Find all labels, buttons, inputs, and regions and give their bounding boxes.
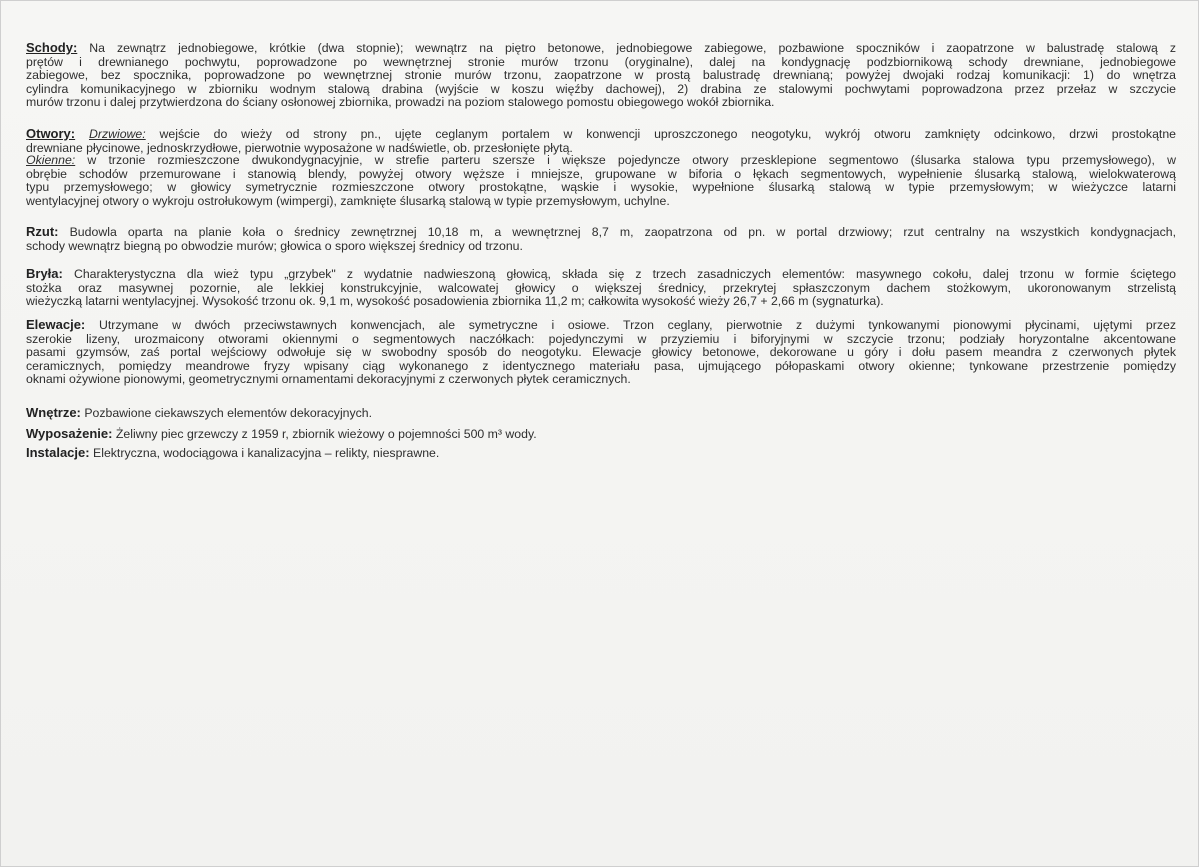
- text-line: Charakterystyczna dla wież typu „grzybek" z wydatnie nadwieszoną głowicą, składa się z trzech zasadniczych elementów: masywnego cokołu, dalej trzonu w formie ściętego: [73, 267, 1176, 281]
- section-label: Schody:: [26, 40, 78, 55]
- section-label: Wnętrze:: [26, 405, 81, 420]
- text-line: wentylacyjnej otwory o wykroju ostrołukowym (wimpergi), zamknięte ślusarką stalową w typie przemysłowym, uchylne.: [26, 193, 670, 208]
- section-label: Wyposażenie:: [26, 426, 113, 441]
- section-elewacje: [26, 318, 1176, 387]
- text-line: cylindra komunikacyjnego w zbiorniku wodnym stalową drabina (wyjście w koszu więźby dachowej), 2) drabina ze stalowymi pochwytami poprowadzona przez przełaz w szczycie: [26, 81, 1176, 96]
- section-wnetrze: [26, 406, 1176, 421]
- text-line: wieżyczką latarni wentylacyjnej. Wysokość trzonu ok. 9,1 m, wysokość posadowienia zbiornika 11,2 m; całkowita wysokość wieży 26,7 + 2,66 m (sygnaturka).: [26, 294, 884, 309]
- section-bryla: [26, 267, 1176, 309]
- text-line: oknami ożywione pionowymi, geometrycznymi ornamentami dekoracyjnymi z czerwonych płytek ceramicznych.: [26, 372, 631, 387]
- text-line: obrębie schodów przemurowane i stanowią blendy, powyżej otwory węższe i mniejsze, grupowane w biforia o łękach segmentowych, wypełnienie ślusarką stalową, wielokwaterową: [26, 166, 1176, 181]
- text-line: zabiegowe, bez spocznika, poprowadzone po wewnętrznej stronie murów trzonu, zaopatrzone w prostą balustradę drewnianą; powyżej dwojaki rodzaj komunikacji: 1) do wnętrza: [26, 68, 1176, 83]
- text-line: stożka oraz masywnej pozornie, ale lekkiej konstrukcyjnie, walcowatej głowicy o większej średnicy, przekrytej spłaszczonym dachem stożkowym, ukoronowanym strzelistą: [26, 280, 1176, 295]
- section-label: Bryła:: [26, 266, 63, 281]
- subsection-label: Okienne:: [26, 153, 76, 167]
- section-wyposazenie: [26, 427, 1176, 442]
- text-line: Budowla oparta na planie koła o średnicy zewnętrznej 10,18 m, a wewnętrznej 8,7 m, zaopatrzona od pn. w portal drzwiowy; rzut centralny na wszystkich kondygnacjach,: [69, 225, 1177, 239]
- text-line: Na zewnątrz jednobiegowe, krótkie (dwa stopnie); wewnątrz na piętro betonowe, jednobiegowe zabiegowe, pozbawione spoczników i zaopatrzone w balustradę stalową z: [89, 41, 1177, 55]
- text-line: Elektryczna, wodociągowa i kanalizacyjna – relikty, niesprawne.: [93, 446, 440, 460]
- text-line: Utrzymane w dwóch przeciwstawnych konwencjach, ale symetryczne i osiowe. Trzon ceglany, pierwotnie z dużymi tynkowanymi pionowymi płycinami, ujętymi przez: [98, 318, 1176, 332]
- section-label: Otwory:: [26, 126, 76, 141]
- text-line: ceramicznych, pomiędzy meandrowe fryzy wpisany ciąg wykonanego z identycznego materiału pasa, ujmującego półopaskami otwory okienne; tynkowane przestrzenie pomiędzy: [26, 358, 1176, 373]
- text-line: pasami gzymsów, zaś portal wejściowy odwołuje się w swobodny sposób do neogotyku. Elewacje głowicy betonowe, dekorowane u góry i dołu pasem meandra z czerwonych płytek: [26, 345, 1176, 360]
- text-line: w trzonie rozmieszczone dwukondygnacyjnie, w strefie parteru szersze i większe pojedyncze otwory przesklepione segmentowo (ślusarka stalowa typu przemysłowego), w: [87, 153, 1176, 167]
- subsection-label: Drzwiowe:: [88, 127, 146, 141]
- text-line: typu przemysłowego; w głowicy symetrycznie rozmieszczone otwory prostokątne, wąskie i wysokie, wypełnione ślusarką stalową w typie przemysłowym; w wieżyczce latarni: [26, 180, 1176, 195]
- text-line: Pozbawione ciekawszych elementów dekoracyjnych.: [84, 406, 373, 420]
- section-instalacje: [26, 446, 1176, 461]
- text-line: prętów i drewnianego pochwytu, poprowadzone po wewnętrznej stronie murów trzonu (oryginalne), dalej na kondygnację podzbiornikową schody drewniane, jednobiegowe: [26, 54, 1176, 69]
- section-otwory: [26, 127, 1176, 155]
- text-line: Żeliwny piec grzewczy z 1959 r, zbiornik wieżowy o pojemności 500 m³ wody.: [115, 427, 537, 441]
- section-schody: [26, 41, 1176, 110]
- text-line: drewniane płycinowe, jednoskrzydłowe, pierwotnie wyposażone w nadświetle, ob. przesłonięte płytą.: [26, 140, 573, 155]
- text-line: schody wewnątrz biegną po obwodzie murów; głowica o sporo większej średnicy od trzonu.: [26, 238, 523, 253]
- section-label: Instalacje:: [26, 445, 90, 460]
- section-label: Elewacje:: [26, 317, 86, 332]
- text-line: szerokie lizeny, urozmaicony otworami okiennymi o segmentowych naczółkach: pojedynczymi w przyziemiu i biforyjnymi w szczycie trzonu; podziały horyzontalne akcentowane: [26, 331, 1176, 346]
- section-okienne: [26, 154, 1176, 208]
- section-label: Rzut:: [26, 224, 59, 239]
- text-line: wejście do wieży od strony pn., ujęte ceglanym portalem w konwencji uproszczonego neogotyku, wykrój otworu zamknięty odcinkowo, drzwi prostokątne: [159, 127, 1177, 141]
- section-rzut: [26, 225, 1176, 253]
- text-line: murów trzonu i dalej przytwierdzona do ściany osłonowej zbiornika, prowadzi na poziom stalowego pomostu obiegowego wokół zbiornika.: [26, 95, 775, 110]
